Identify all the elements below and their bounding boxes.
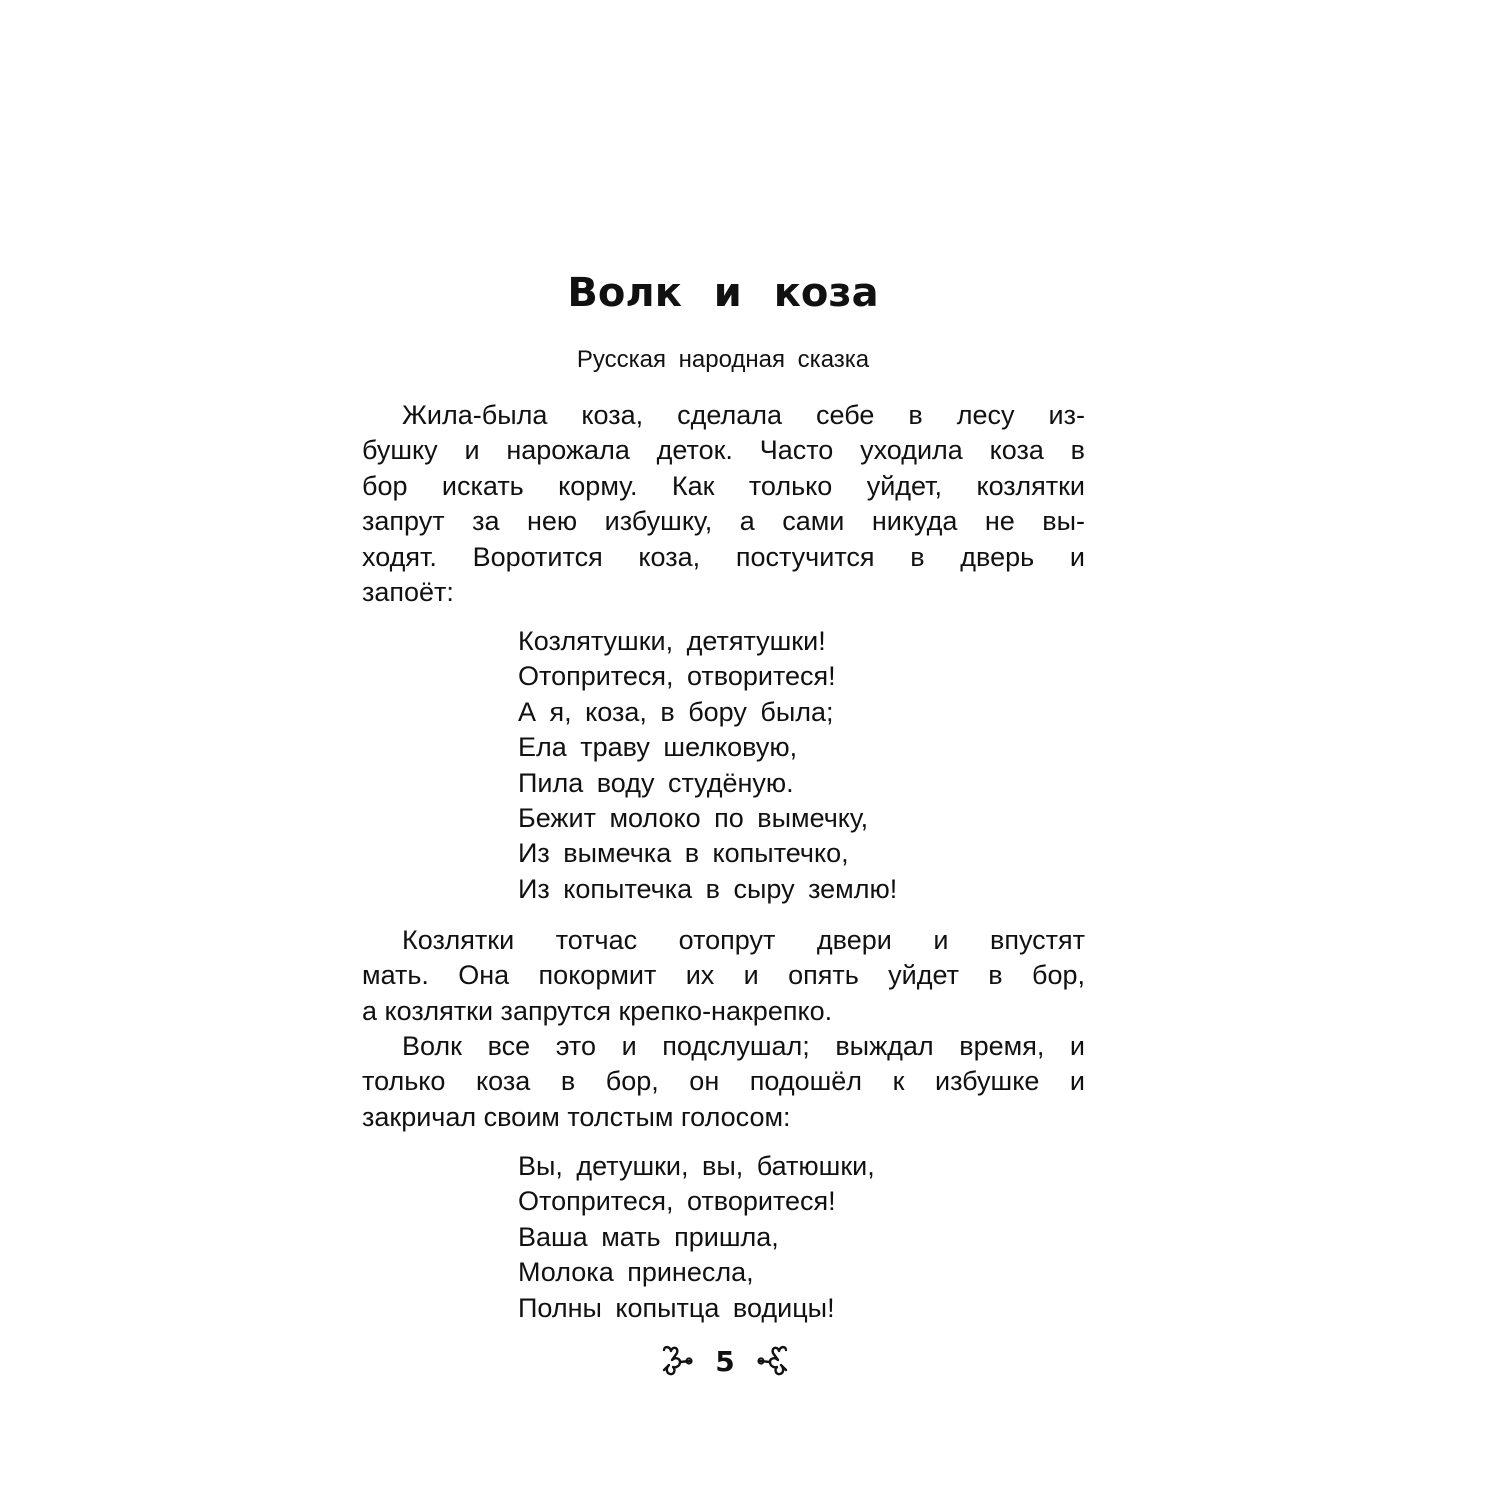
story-title: Волк и коза [567,270,879,316]
page-number: 5 [715,1345,735,1378]
verse-1 [518,624,1018,907]
verse-line: Вы, детушки, вы, батюшки, [518,1151,875,1181]
text-line: Козлятки тотчас отопрут двери и впустят [402,925,1085,955]
text-line: бор искать корму. Как только уйдет, козлятки [362,470,1085,501]
right-ornament-icon [756,1344,790,1378]
verse-line: Из копытечка в сыру землю! [518,873,898,904]
paragraph-3 [362,1029,1085,1135]
verse-line: Отопритеся, отворитеся! [518,1186,836,1217]
text-line: только коза в бор, он подошёл к избушке и [362,1066,1085,1097]
verse-line: Пила воду студёную. [518,767,794,798]
verse-line: Полны копытца водицы! [518,1292,835,1323]
verse-line: Ела траву шелковую, [518,732,798,763]
verse-2 [518,1149,1018,1326]
text-line: а козлятки запрутся крепко-накрепко. [362,995,833,1026]
verse-line: Ваша мать пришла, [518,1221,779,1252]
verse-line: Молока принесла, [518,1257,754,1288]
left-ornament-icon [660,1344,694,1378]
verse-line: Бежит молоко по вымечку, [518,802,869,833]
text-line: Волк все это и подслушал; выждал время, и [402,1031,1085,1061]
page-footer [660,1340,790,1384]
text-line: закричал своим толстым голосом: [362,1101,791,1132]
text-line: бушку и нарожала деток. Часто уходила коза в [362,435,1085,466]
text-line: Жила-была коза, сделала себе в лесу из- [402,400,1085,430]
text-line: мать. Она покормит их и опять уйдет в бор, [362,960,1085,991]
text-line: запоёт: [362,576,454,607]
verse-line: Отопритеся, отворитеся! [518,661,836,692]
verse-line: Козлятушки, детятушки! [518,626,826,656]
text-line: запрут за нею избушку, а сами никуда не вы- [362,506,1085,537]
paragraph-2 [362,923,1085,1029]
story-subtitle: Русская народная сказка [576,346,870,373]
paragraph-1 [362,398,1085,610]
verse-line: А я, коза, в бору была; [518,696,834,727]
text-line: ходят. Воротится коза, постучится в дверь и [362,541,1085,572]
verse-line: Из вымечка в копытечко, [518,838,849,869]
